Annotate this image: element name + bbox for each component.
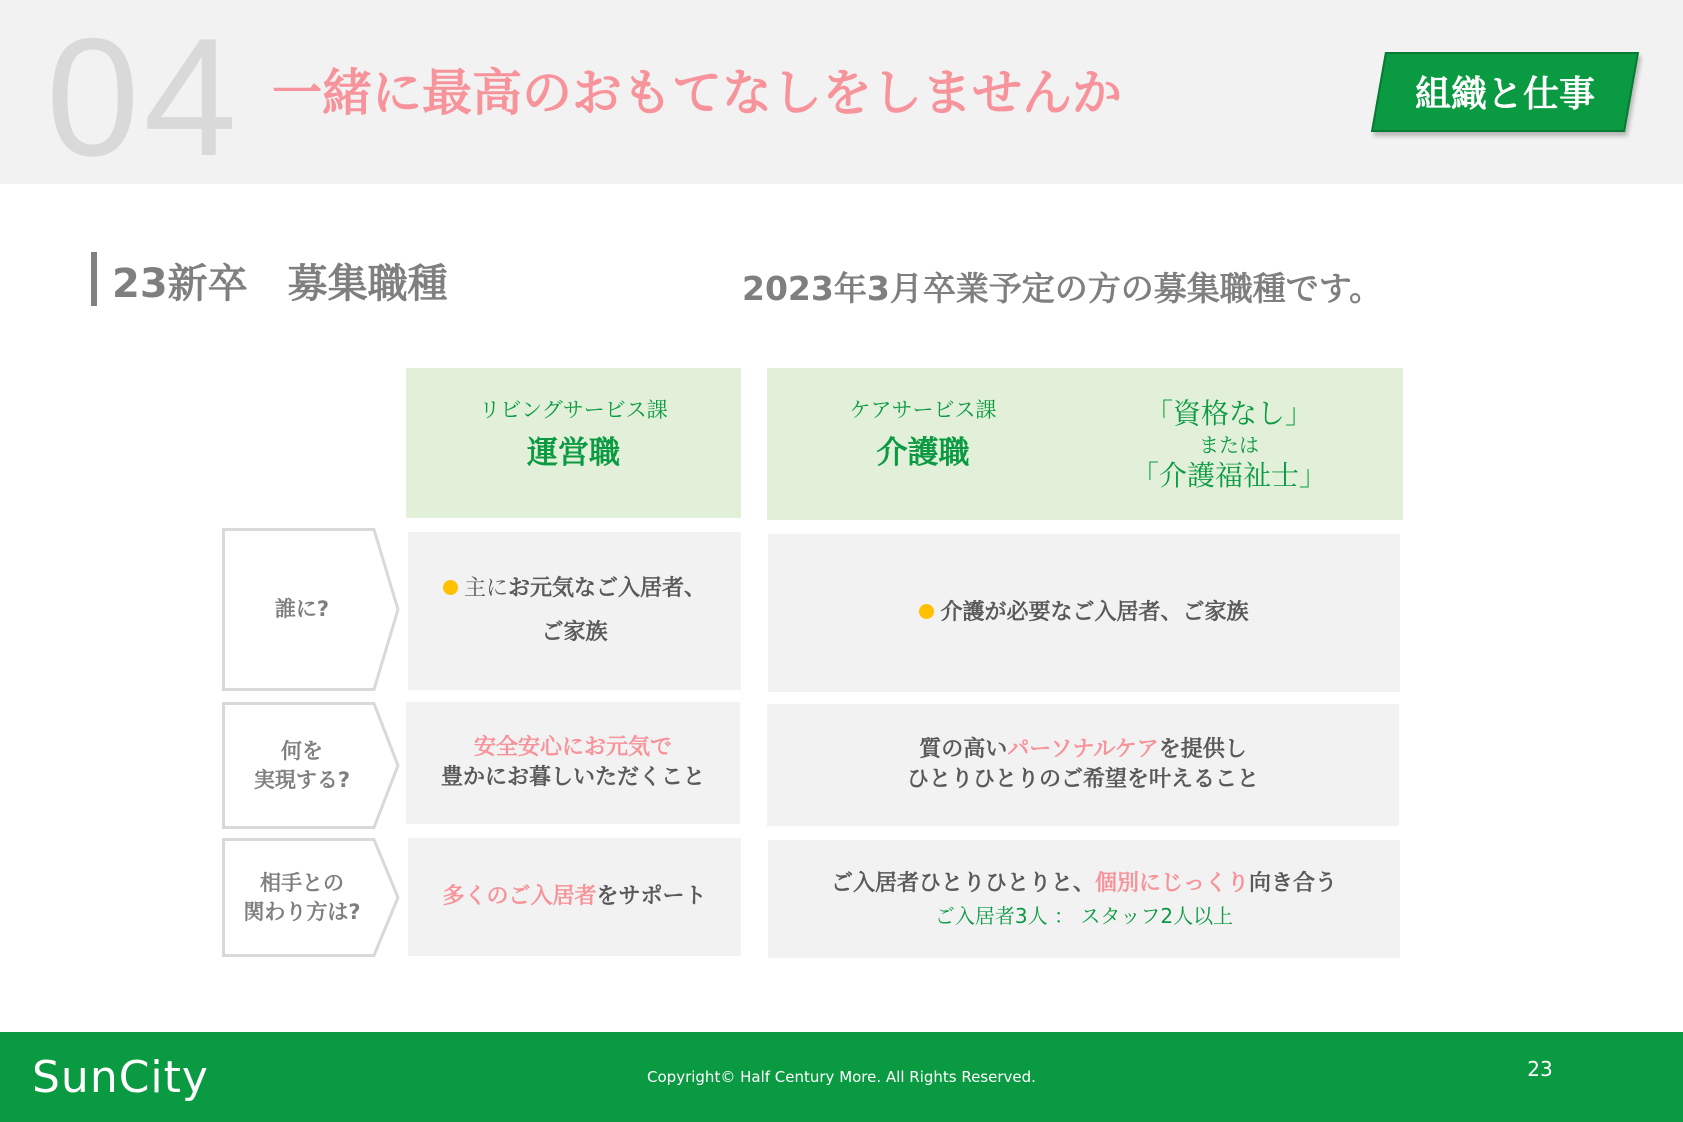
- cell-text: 介護が必要なご入居者、ご家族: [940, 600, 1249, 625]
- qualification-line-3: 「介護福祉士」: [1130, 459, 1327, 492]
- section-number: 04: [46, 3, 241, 191]
- row-label-what: [222, 702, 400, 829]
- column-job-title: 介護職: [876, 435, 970, 471]
- cell-highlight: 安全安心にお元気で: [473, 735, 672, 760]
- column-header-care: [767, 368, 1403, 520]
- cell-highlight: 多くのご入居者: [442, 884, 597, 909]
- row-label-text: 誰に?: [274, 597, 330, 621]
- copyright-text: Copyright© Half Century More. All Rights Reserved.: [647, 1068, 1036, 1086]
- subheading-description: 2023年3月卒業予定の方の募集職種です。: [742, 269, 1383, 308]
- cell-operations-how: [408, 838, 741, 956]
- row-label-text: 相手との: [260, 870, 344, 895]
- cell-text: を提供し: [1158, 737, 1247, 762]
- cell-text: ご入居者ひとりひとりと、: [830, 871, 1095, 896]
- cell-highlight: パーソナルケア: [1007, 737, 1159, 762]
- column-dept-label: ケアサービス課: [849, 398, 997, 422]
- cell-text: お元気なご入居者、: [508, 576, 707, 601]
- cell-text-line2: 豊かにお暮しいただくこと: [440, 765, 705, 790]
- row-label-text: 何を: [281, 738, 323, 763]
- column-header-operations: [406, 368, 741, 518]
- cell-text: 質の高い: [919, 737, 1008, 762]
- subheading-bar: [91, 252, 97, 306]
- cell-text-line2: ご家族: [541, 620, 608, 645]
- qualification-line-1: 「資格なし」: [1144, 397, 1313, 430]
- row-label-text: 関わり方は?: [243, 899, 361, 924]
- section-tag-label: 組織と仕事: [1414, 73, 1595, 115]
- row-label-how: [222, 838, 400, 957]
- column-dept-label: リビングサービス課: [479, 398, 668, 422]
- cell-highlight: 個別にじっくり: [1094, 871, 1249, 896]
- cell-prefix: 主に: [463, 576, 508, 601]
- bullet-icon: [443, 580, 458, 595]
- subheading-title: 23新卒 募集職種: [112, 261, 448, 307]
- staffing-ratio-note: ご入居者3人 ： スタッフ2人以上: [934, 904, 1234, 928]
- page-title: 一緒に最高のおもてなしをしませんか: [272, 64, 1122, 122]
- cell-text-line2: ひとりひとりのご希望を叶えること: [906, 767, 1259, 792]
- cell-operations-what: [406, 702, 740, 824]
- cell-operations-who: [408, 532, 741, 690]
- cell-care-who: [768, 534, 1400, 692]
- cell-care-what: [767, 704, 1399, 826]
- qualification-line-2: または: [1199, 433, 1259, 457]
- row-label-who: [222, 528, 400, 691]
- column-job-title: 運営職: [527, 435, 620, 471]
- page-number: 23: [1527, 1057, 1553, 1081]
- row-label-text: 実現する?: [253, 767, 351, 792]
- cell-text: をサポート: [596, 884, 707, 909]
- cell-care-how: [768, 840, 1400, 958]
- bullet-icon: [919, 604, 934, 619]
- cell-text: 向き合う: [1249, 871, 1338, 896]
- company-logo: SunCity: [32, 1052, 209, 1103]
